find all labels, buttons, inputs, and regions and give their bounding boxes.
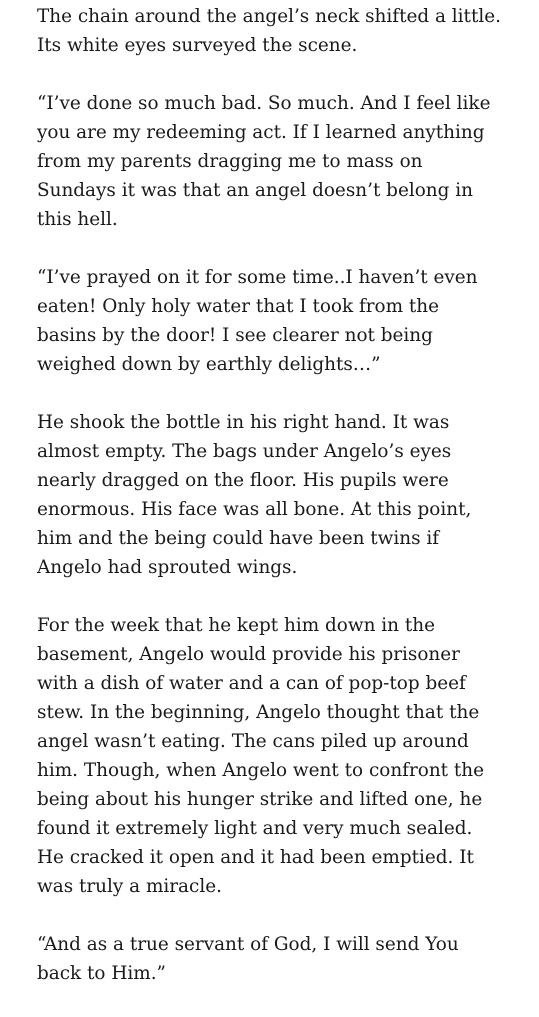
text-line: Sundays it was that an angel doesn’t belong in [37, 180, 473, 201]
text-line: nearly dragged on the floor. His pupils were [37, 470, 449, 491]
text-line: basement, Angelo would provide his prisoner [37, 644, 460, 665]
paragraph [37, 408, 527, 582]
text-line: For the week that he kept him down in the [37, 615, 435, 636]
text-line: you are my redeeming act. If I learned anything [37, 122, 485, 143]
text-line: stew. In the beginning, Angelo thought that the [37, 702, 480, 723]
paragraph [37, 263, 527, 379]
text-line: eaten! Only holy water that I took from the [37, 296, 440, 317]
text-line: “I’ve done so much bad. So much. And I feel like [37, 93, 491, 114]
text-line: being about his hunger strike and lifted one, he [37, 789, 483, 810]
text-line: “I’ve prayed on it for some time..I haven’t even [37, 267, 478, 288]
text-line: found it extremely light and very much sealed. [37, 818, 473, 839]
paragraph [37, 611, 527, 901]
story-text [37, 2, 527, 1017]
text-line: him. Though, when Angelo went to confront the [37, 760, 485, 781]
text-line: Its white eyes surveyed the scene. [37, 35, 358, 56]
text-line: basins by the door! I see clearer not being [37, 325, 433, 346]
text-line: Angelo had sprouted wings. [37, 557, 298, 578]
text-line: He shook the bottle in his right hand. It was [37, 412, 450, 433]
text-line: him and the being could have been twins if [37, 528, 440, 549]
text-line: angel wasn’t eating. The cans piled up around [37, 731, 469, 752]
text-line: “And as a true servant of God, I will send You [37, 934, 459, 955]
text-line: this hell. [37, 209, 118, 230]
paragraph [37, 2, 527, 60]
text-line: with a dish of water and a can of pop-top beef [37, 673, 466, 694]
text-line: weighed down by earthly delights…” [37, 354, 381, 375]
text-line: He cracked it open and it had been emptied. It [37, 847, 474, 868]
text-line: was truly a miracle. [37, 876, 222, 897]
text-line: from my parents dragging me to mass on [37, 151, 423, 172]
text-line: back to Him.” [37, 963, 166, 984]
text-line: almost empty. The bags under Angelo’s eyes [37, 441, 452, 462]
text-line: enormous. His face was all bone. At this point, [37, 499, 472, 520]
paragraph [37, 89, 527, 234]
text-line: The chain around the angel’s neck shifted a little. [37, 6, 501, 27]
paragraph [37, 930, 527, 988]
